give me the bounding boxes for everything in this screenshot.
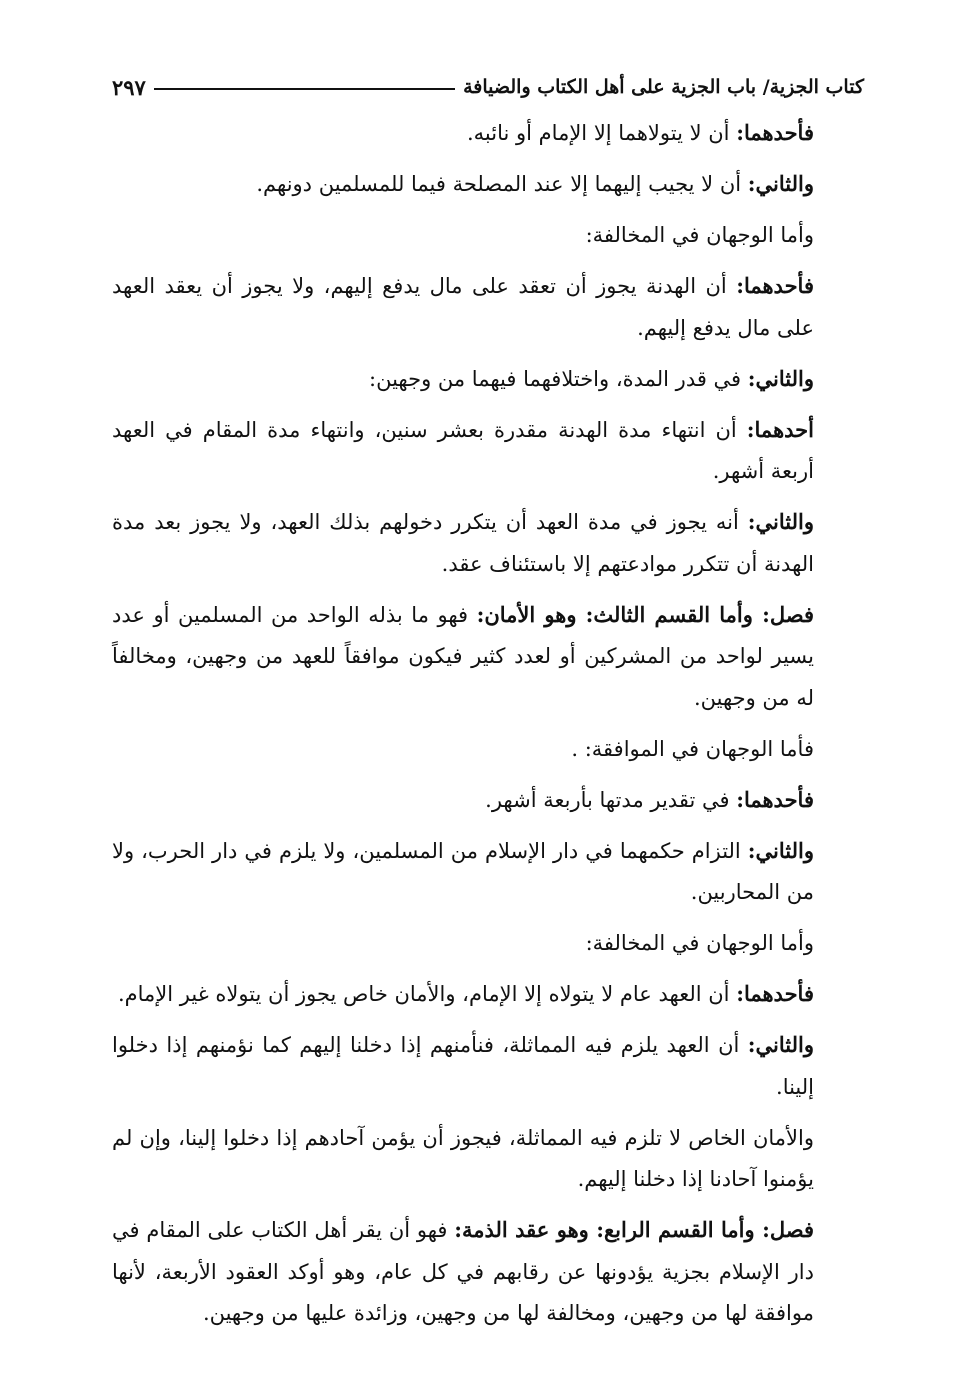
paragraph-text: فهو ما بذله الواحد من المسلمين أو عدد يسير لواحد من المشركين أو لعدد كثير فيكون موافقاً للعهد من وجهين، ومخالفاً له من وجهين. [112,602,814,710]
paragraph-text: في قدر المدة، واختلافهما فيهما من وجهين: [369,366,748,391]
paragraph-lead: أحدهما: [746,416,814,442]
paragraph-text: أن العهد يلزم فيه المماثلة، فنأمنهم إذا دخلنا إليهم كما نؤمنهم إذا دخلوا إلينا. [112,1033,814,1099]
running-header [112,68,864,106]
paragraph-lead: فأحدهما: [736,981,814,1006]
paragraph [112,1209,864,1335]
paragraph [112,594,864,720]
paragraph-lead: فأحدهما: [736,786,814,812]
page-number: ٢٩٧ [112,74,146,100]
paragraph-text: أن لا يتولاهما إلا الإمام أو نائبه. [467,121,737,145]
paragraph-text: في تقدير مدتها بأربعة أشهر. [485,787,737,812]
paragraph-text: أن لا يجيب إليهما إلا عند المصلحة فيما للمسلمين دونهم. [256,172,748,196]
paragraph [112,358,864,401]
running-title: كتاب الجزية/ باب الجزية على أهل الكتاب والضيافة [463,76,864,98]
paragraph-lead: والثاني: [747,365,814,391]
paragraph-lead: فصل: وأما القسم الثالث: وهو الأمان: [476,601,814,627]
paragraph-lead: فأحدهما: [736,273,814,298]
paragraph-lead: والثاني: [747,837,814,863]
paragraph-text: وأما الوجهان في المخالفة: [585,223,814,247]
paragraph-lead: والثاني: [747,171,814,196]
paragraph [112,973,864,1016]
paragraph [112,779,864,822]
paragraph-text: والأمان الخاص لا تلزم فيه المماثلة، فيجوز أن يؤمن آحادهم إذا دخلوا إلينا، وإن لم يؤمنوا آحادنا إذا دخلنا إليهم. [112,1125,814,1191]
paragraph [112,922,864,965]
paragraph-text: أنه يجوز في مدة العهد أن يتكرر دخولهم بذلك العهد، ولا يجوز بعد مدة الهدنة أن تتكرر موادعتهم إلا باستئناف عقد. [112,510,814,576]
paragraph-lead: فصل: وأما القسم الرابع: وهو عقد الذمة: [454,1217,814,1242]
paragraph [112,265,864,349]
paragraph-text: فأما الوجهان في الموافقة: . [571,736,814,761]
body-text [112,112,864,1343]
paragraph-lead: والثاني: [747,509,814,534]
paragraph [112,1117,864,1201]
paragraph [112,409,864,493]
paragraph [112,830,864,914]
paragraph-text: وأما الوجهان في المخالفة: [585,931,814,955]
paragraph-lead: والثاني: [747,1032,814,1057]
paragraph-lead: فأحدهما: [736,120,814,145]
paragraph-text: أن العهد عام لا يتولاه إلا الإمام، والأمان خاص يجوز أن يتولاه غير الإمام. [117,982,737,1006]
paragraph [112,112,864,155]
paragraph-text: التزام حكمهما في دار الإسلام من المسلمين، ولا يلزم في دار الحرب، ولا من المحاربين. [112,838,814,904]
paragraph-text: فهو أن يقر أهل الكتاب على المقام في دار الإسلام بجزية يؤدونها عن رقابهم في كل عام، وهو أوكد العقود الأربعة، لأنها موافقة لها من وجهين، ومخالفة لها من وجهين، وزائدة عليها من وجهين. [112,1218,814,1325]
paragraph [112,501,864,585]
paragraph [112,1024,864,1108]
header-rule [154,88,455,90]
paragraph [112,163,864,206]
paragraph [112,728,864,771]
paragraph [112,214,864,257]
paragraph-text: أن انتهاء مدة الهدنة مقدرة بعشر سنين، وانتهاء مدة المقام في العهد أربعة أشهر. [112,417,814,483]
paragraph-text: أن الهدنة يجوز أن تعقد على مال يدفع إليهم، ولا يجوز أن يعقد العهد على مال يدفع إليهم. [112,274,814,340]
